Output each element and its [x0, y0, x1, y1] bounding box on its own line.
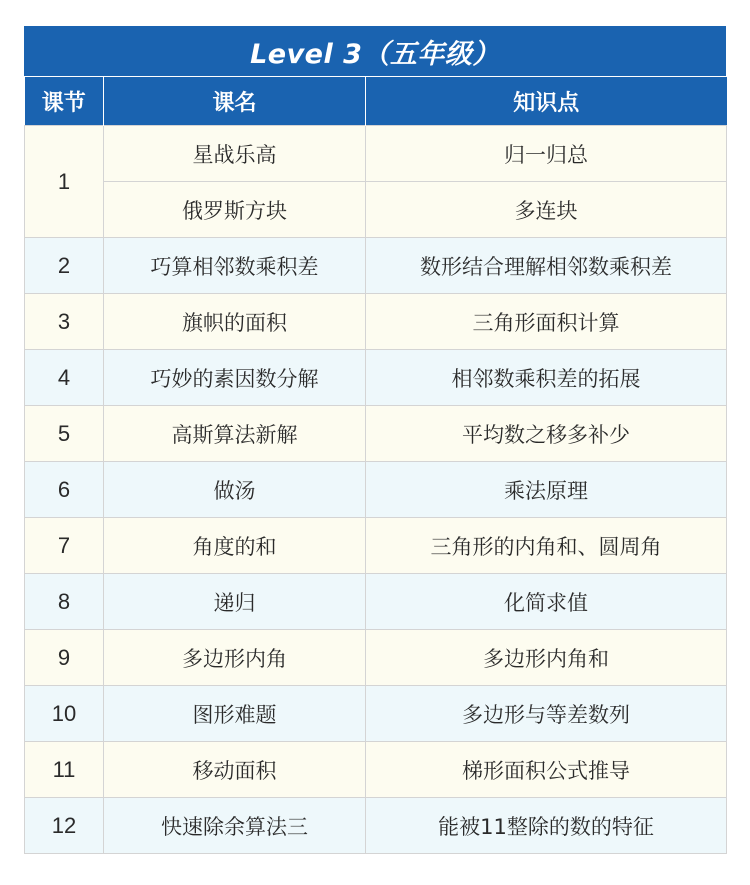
lesson-number: 4: [25, 350, 104, 406]
table-row: [25, 182, 727, 238]
course-name: 多边形内角: [104, 630, 366, 686]
knowledge-point: 归一归总: [366, 126, 727, 182]
knowledge-point: 平均数之移多补少: [366, 406, 727, 462]
table-title: Level 3（五年级）: [24, 26, 726, 77]
header-course: 课名: [104, 77, 366, 126]
course-name: 星战乐高: [104, 126, 366, 182]
header-topic: 知识点: [366, 77, 727, 126]
lesson-number: 5: [25, 406, 104, 462]
lesson-number: 12: [25, 798, 104, 854]
table-row: [25, 462, 727, 518]
header-row: [25, 77, 727, 126]
course-name: 巧算相邻数乘积差: [104, 238, 366, 294]
course-name: 俄罗斯方块: [104, 182, 366, 238]
table-row: [25, 630, 727, 686]
course-name: 递归: [104, 574, 366, 630]
curriculum-table-frame: [24, 26, 726, 854]
knowledge-point: 能被11整除的数的特征: [366, 798, 727, 854]
course-name: 高斯算法新解: [104, 406, 366, 462]
knowledge-point: 乘法原理: [366, 462, 727, 518]
knowledge-point: 多边形内角和: [366, 630, 727, 686]
course-name: 角度的和: [104, 518, 366, 574]
lesson-number: 9: [25, 630, 104, 686]
lesson-number: 7: [25, 518, 104, 574]
knowledge-point: 梯形面积公式推导: [366, 742, 727, 798]
lesson-number: 1: [25, 126, 104, 238]
course-name: 移动面积: [104, 742, 366, 798]
lesson-number: 8: [25, 574, 104, 630]
knowledge-point: 化简求值: [366, 574, 727, 630]
table-row: [25, 238, 727, 294]
course-name: 巧妙的素因数分解: [104, 350, 366, 406]
knowledge-point: 数形结合理解相邻数乘积差: [366, 238, 727, 294]
table-row: [25, 126, 727, 182]
table-row: [25, 350, 727, 406]
table-row: [25, 798, 727, 854]
table-row: [25, 406, 727, 462]
table-row: [25, 742, 727, 798]
course-name: 旗帜的面积: [104, 294, 366, 350]
knowledge-point: 相邻数乘积差的拓展: [366, 350, 727, 406]
table-row: [25, 518, 727, 574]
course-name: 图形难题: [104, 686, 366, 742]
lesson-number: 2: [25, 238, 104, 294]
knowledge-point: 多连块: [366, 182, 727, 238]
lesson-number: 11: [25, 742, 104, 798]
course-name: 快速除余算法三: [104, 798, 366, 854]
lesson-number: 6: [25, 462, 104, 518]
lesson-number: 3: [25, 294, 104, 350]
knowledge-point: 三角形的内角和、圆周角: [366, 518, 727, 574]
curriculum-table: [24, 77, 727, 854]
knowledge-point: 多边形与等差数列: [366, 686, 727, 742]
knowledge-point: 三角形面积计算: [366, 294, 727, 350]
lesson-number: 10: [25, 686, 104, 742]
table-row: [25, 574, 727, 630]
header-lesson: 课节: [25, 77, 104, 126]
course-name: 做汤: [104, 462, 366, 518]
table-row: [25, 294, 727, 350]
table-row: [25, 686, 727, 742]
